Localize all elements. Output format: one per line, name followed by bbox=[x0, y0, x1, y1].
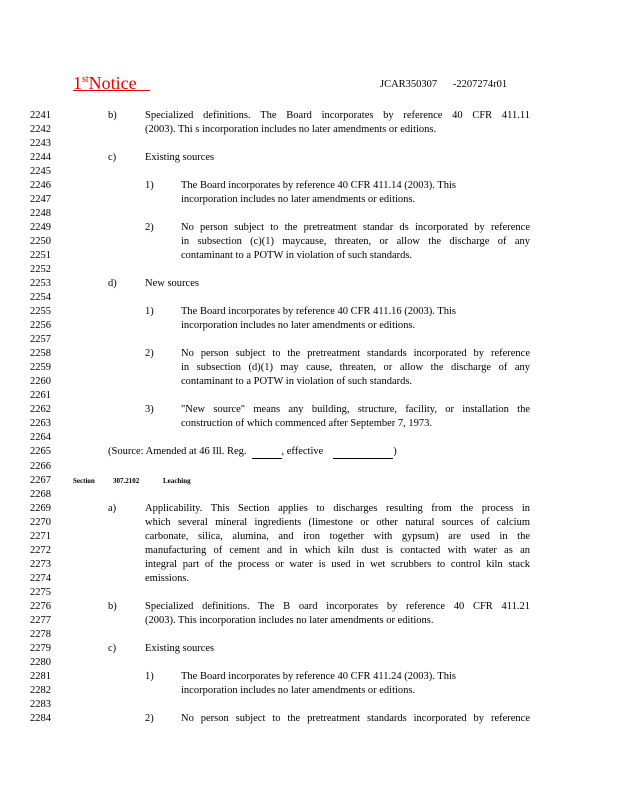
item-text: incorporation includes no later amendments or editions. bbox=[181, 684, 416, 696]
document-line bbox=[0, 123, 618, 137]
item-text: Specialized definitions. The Board incorporates by reference 40 CFR 411.11 bbox=[145, 110, 530, 121]
document-line bbox=[0, 600, 618, 614]
item-text: contaminant to a POTW in violation of such standards. bbox=[181, 376, 413, 388]
document-line bbox=[0, 684, 618, 698]
document-line bbox=[0, 305, 618, 319]
document-line bbox=[0, 375, 618, 389]
item-text: construction of which commenced after September 7, 1973. bbox=[181, 418, 433, 430]
item-text: No person subject to the pretreatment standards incorporated by reference bbox=[181, 348, 530, 360]
line-number: 2257 bbox=[30, 334, 51, 346]
line-number: 2265 bbox=[30, 446, 51, 458]
source-text: (Source: Amended at 46 Ill. Reg. bbox=[108, 446, 247, 458]
item-label: 2) bbox=[145, 348, 154, 360]
line-number: 2254 bbox=[30, 292, 51, 304]
document-line bbox=[0, 614, 618, 628]
line-number: 2260 bbox=[30, 376, 51, 388]
source-effective: , effective bbox=[281, 446, 324, 458]
document-line bbox=[0, 193, 618, 207]
line-number: 2248 bbox=[30, 208, 51, 220]
item-label: 1) bbox=[145, 306, 154, 318]
notice-superscript: st bbox=[82, 74, 89, 85]
line-number: 2264 bbox=[30, 432, 51, 444]
item-text: "New source" means any building, structure, facility, or installation the bbox=[181, 404, 530, 416]
item-text: Existing sources bbox=[145, 642, 215, 654]
document-line bbox=[0, 179, 618, 193]
line-number: 2276 bbox=[30, 600, 51, 612]
item-label: 2) bbox=[145, 712, 154, 724]
document-line bbox=[0, 151, 618, 165]
document-line bbox=[0, 277, 618, 291]
item-text: (2003). This incorporation includes no later amendments or editions. bbox=[145, 614, 434, 626]
document-line bbox=[0, 544, 618, 558]
line-number: 2249 bbox=[30, 222, 51, 234]
item-text: emissions. bbox=[145, 572, 190, 584]
document-line bbox=[0, 628, 618, 642]
document-line bbox=[0, 530, 618, 544]
item-label: c) bbox=[108, 642, 117, 654]
line-number: 2282 bbox=[30, 684, 51, 696]
blank-line bbox=[252, 448, 282, 459]
source-note bbox=[108, 445, 397, 459]
item-text: contaminant to a POTW in violation of such standards. bbox=[181, 250, 413, 262]
line-number: 2277 bbox=[30, 614, 51, 626]
line-number: 2258 bbox=[30, 348, 51, 360]
line-number: 2269 bbox=[30, 502, 51, 514]
document-line bbox=[0, 586, 618, 600]
item-label: b) bbox=[108, 110, 117, 121]
line-number: 2255 bbox=[30, 306, 51, 318]
document-line bbox=[0, 333, 618, 347]
item-text: in subsection (d)(1) may cause, threaten, or allow the discharge of any bbox=[181, 362, 530, 374]
item-text: Applicability. This Section applies to discharges resulting from the process in bbox=[145, 502, 530, 514]
item-label: a) bbox=[108, 502, 117, 514]
line-number: 2241 bbox=[30, 110, 51, 121]
document-line bbox=[0, 249, 618, 263]
item-label: d) bbox=[108, 278, 117, 290]
document-line bbox=[0, 712, 618, 726]
document-line bbox=[0, 235, 618, 249]
line-number: 2270 bbox=[30, 516, 51, 528]
blank-line bbox=[333, 448, 393, 459]
item-label: c) bbox=[108, 152, 117, 164]
line-number: 2266 bbox=[30, 460, 51, 472]
line-number: 2250 bbox=[30, 236, 51, 248]
document-line bbox=[0, 431, 618, 445]
line-number: 2246 bbox=[30, 180, 51, 192]
item-text: Existing sources bbox=[145, 152, 215, 164]
item-text: integral part of the process or water is used in wet scrubbers to control kiln stack bbox=[145, 558, 530, 570]
document-line bbox=[0, 558, 618, 572]
item-text: (2003). Thi s incorporation includes no later amendments or editions. bbox=[145, 124, 437, 136]
line-number: 2262 bbox=[30, 404, 51, 416]
item-text: The Board incorporates by reference 40 CFR 411.14 (2003). This bbox=[181, 180, 456, 192]
line-number: 2272 bbox=[30, 544, 51, 556]
section-title: Leaching bbox=[163, 476, 191, 485]
item-text: The Board incorporates by reference 40 CFR 411.24 (2003). This bbox=[181, 670, 456, 682]
document-line bbox=[0, 417, 618, 431]
line-number: 2268 bbox=[30, 488, 51, 500]
line-number: 2242 bbox=[30, 124, 51, 136]
line-number: 2251 bbox=[30, 250, 51, 262]
item-text: incorporation includes no later amendments or editions. bbox=[181, 194, 416, 206]
line-number: 2273 bbox=[30, 558, 51, 570]
line-number: 2271 bbox=[30, 530, 51, 542]
document-reference: JCAR350307 -2207274r01 bbox=[380, 79, 508, 90]
item-label: 1) bbox=[145, 670, 154, 682]
document-line bbox=[0, 137, 618, 151]
line-number: 2267 bbox=[30, 474, 51, 486]
document-line bbox=[0, 698, 618, 712]
item-text: The Board incorporates by reference 40 CFR 411.16 (2003). This bbox=[181, 306, 456, 318]
document-line bbox=[0, 221, 618, 235]
section-number: 307.2102 bbox=[113, 476, 140, 485]
item-text: carbonate, silica, alumina, and iron together with gypsum) are used in the bbox=[145, 530, 530, 542]
document-line bbox=[0, 474, 618, 488]
line-number: 2243 bbox=[30, 138, 51, 150]
line-number: 2284 bbox=[30, 712, 51, 724]
document-line bbox=[0, 642, 618, 656]
document-line bbox=[0, 291, 618, 305]
item-label: 1) bbox=[145, 180, 154, 192]
item-text: which several mineral ingredients (limestone or other natural sources of calcium bbox=[145, 516, 530, 528]
item-label: b) bbox=[108, 600, 117, 612]
line-number: 2244 bbox=[30, 152, 51, 164]
document-line bbox=[0, 403, 618, 417]
item-text: Specialized definitions. The B oard incorporates by reference 40 CFR 411.21 bbox=[145, 600, 530, 612]
document-line bbox=[0, 488, 618, 502]
document-line bbox=[0, 445, 618, 459]
item-text: New sources bbox=[145, 278, 199, 290]
notice-prefix: 1 bbox=[73, 73, 82, 93]
line-number: 2281 bbox=[30, 670, 51, 682]
line-number: 2275 bbox=[30, 586, 51, 598]
item-text: incorporation includes no later amendments or editions. bbox=[181, 320, 416, 332]
item-label: 3) bbox=[145, 404, 154, 416]
line-number: 2279 bbox=[30, 642, 51, 654]
section-word: Section bbox=[73, 476, 95, 485]
item-text: No person subject to the pretreatment standards incorporated by reference bbox=[181, 712, 530, 724]
document-line bbox=[0, 502, 618, 516]
line-number: 2252 bbox=[30, 264, 51, 276]
document-line bbox=[0, 460, 618, 474]
document-line bbox=[0, 389, 618, 403]
document-line bbox=[0, 263, 618, 277]
item-text: manufacturing of cement and in which kiln dust is contacted with water as an bbox=[145, 544, 530, 556]
document-line bbox=[0, 361, 618, 375]
document-line bbox=[0, 207, 618, 221]
line-number: 2283 bbox=[30, 698, 51, 710]
item-text: No person subject to the pretreatment standar ds incorporated by reference bbox=[181, 222, 530, 234]
line-number: 2245 bbox=[30, 166, 51, 178]
line-number: 2280 bbox=[30, 656, 51, 668]
document-line bbox=[0, 656, 618, 670]
document-line bbox=[0, 516, 618, 530]
document-line bbox=[0, 109, 618, 123]
line-number: 2278 bbox=[30, 628, 51, 640]
line-number: 2253 bbox=[30, 278, 51, 290]
source-close: ) bbox=[393, 446, 397, 458]
line-number: 2263 bbox=[30, 418, 51, 430]
line-number: 2259 bbox=[30, 362, 51, 374]
document-line bbox=[0, 572, 618, 586]
document-line bbox=[0, 347, 618, 361]
document-line bbox=[0, 670, 618, 684]
notice-word: Notice bbox=[88, 73, 137, 93]
document-line bbox=[0, 165, 618, 179]
document-line bbox=[0, 319, 618, 333]
item-label: 2) bbox=[145, 222, 154, 234]
line-number: 2261 bbox=[30, 390, 51, 402]
line-number: 2247 bbox=[30, 194, 51, 206]
line-number: 2274 bbox=[30, 572, 51, 584]
item-text: in subsection (c)(1) maycause, threaten, or allow the discharge of any bbox=[181, 236, 530, 248]
line-number: 2256 bbox=[30, 320, 51, 332]
